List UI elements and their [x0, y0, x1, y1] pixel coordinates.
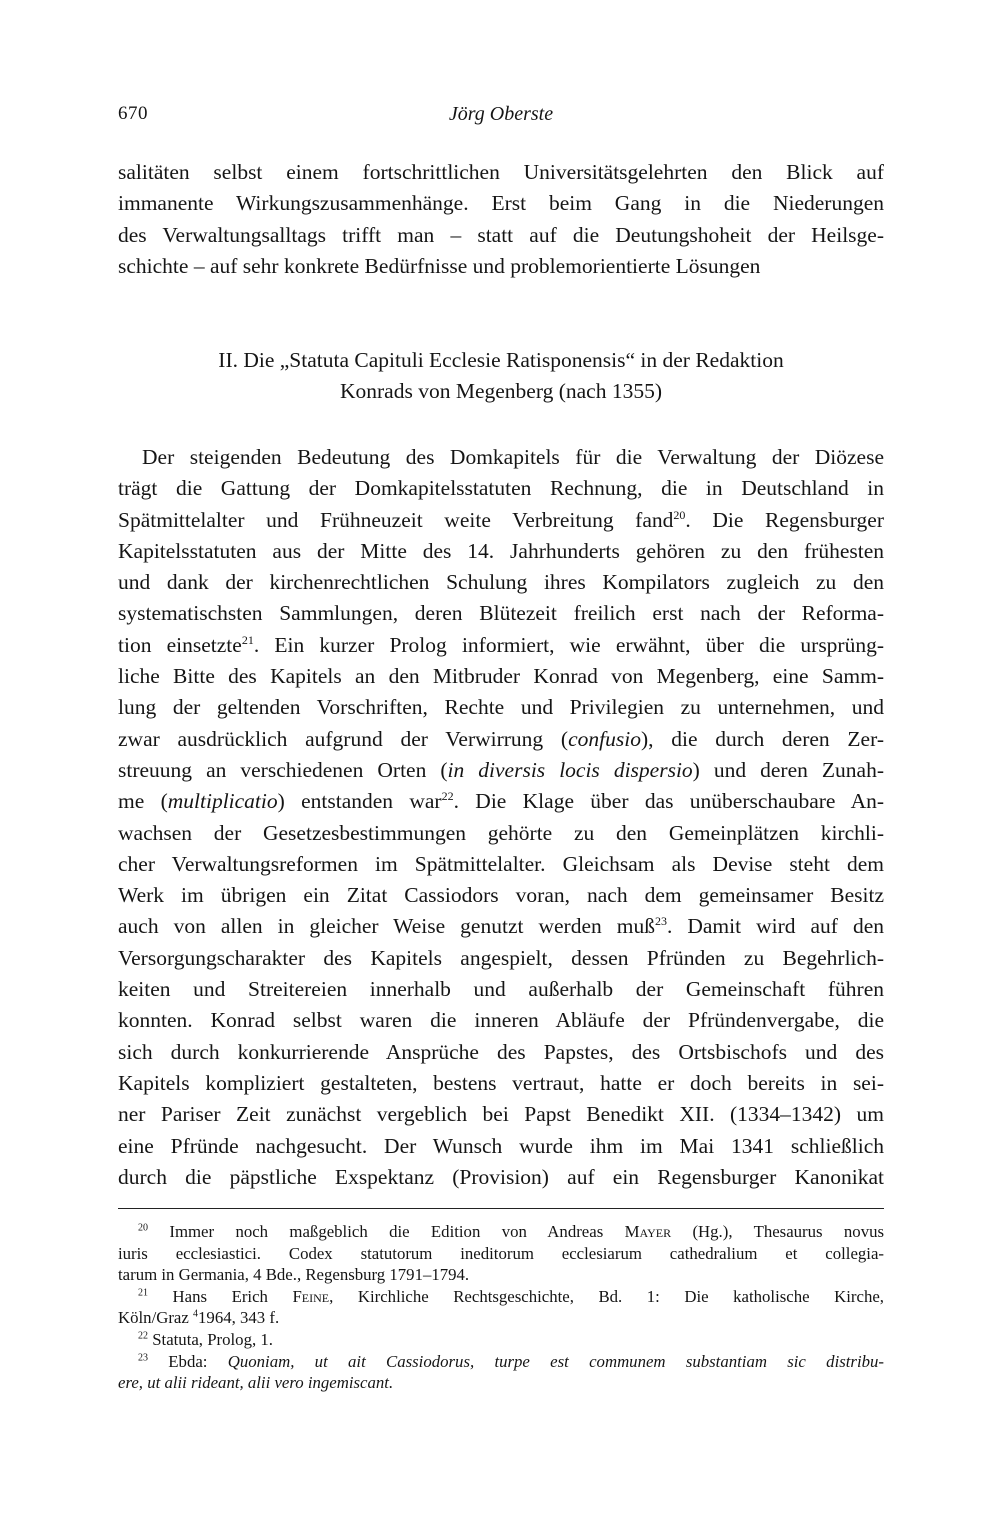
- text-line: auch von allen in gleicher Weise genutzt werden muß$^{23}$. Damit wird auf den: [118, 914, 884, 939]
- footnote-divider: [118, 1208, 884, 1209]
- text-line: salitäten selbst einem fortschrittlichen Universitätsgelehrten den Blick auf: [118, 160, 884, 184]
- footnote-ref[interactable]: 20: [673, 507, 686, 522]
- text-line: Kapitelsstatuten aus der Mitte des 14. Jahrhunderts gehören zu den frühesten: [118, 538, 884, 563]
- footnote-ref[interactable]: 21: [241, 632, 254, 647]
- text-line: zwar ausdrücklich aufgrund der Verwirrung (confusio), die durch deren Zer-: [118, 726, 884, 751]
- text-line: me (multiplicatio) entstanden war$^{22}$. Die Klage über das unüberschaubare An-: [118, 789, 884, 814]
- footnote-line: iuris ecclesiastici. Codex statutorum ineditorum ecclesiarum cathedralium et collegia-: [118, 1243, 884, 1263]
- page-number: 670: [118, 103, 148, 124]
- footnote-21: $^{21}$ Hans Erich Feine, Kirchliche Rechtsgeschichte, Bd. 1: Die katholische Kirche,: [138, 1286, 884, 1306]
- page-header: [118, 103, 884, 133]
- footnote-23: $^{23}$ Ebda: Quoniam, ut ait Cassiodorus, turpe est communem substantiam sic distribu-: [138, 1351, 884, 1371]
- text-line: keiten und Streitereien innerhalb und außerhalb der Gemeinschaft führen: [118, 977, 884, 1002]
- top-paragraph: [118, 157, 884, 282]
- text-line: systematischsten Sammlungen, deren Blütezeit freilich erst nach der Reforma-: [118, 601, 884, 626]
- text-line: Spätmittelalter und Frühneuzeit weite Verbreitung fand$^{20}$. Die Regensburger: [118, 507, 884, 532]
- section-heading: [118, 345, 884, 407]
- footnote-number: 21: [138, 1287, 148, 1299]
- text-line: Kapitels kompliziert gestalteten, bestens vertraut, hatte er doch bereits in sei-: [118, 1070, 884, 1095]
- latin-term: confusio: [568, 726, 641, 751]
- text-line: Werk im übrigen ein Zitat Cassiodors voran, nach dem gemeinsamer Besitz: [118, 883, 884, 908]
- text-line: konnten. Konrad selbst waren die inneren Abläufe der Pfründenvergabe, die: [118, 1008, 884, 1033]
- text-line: sich durch konkurrierende Ansprüche des Papstes, des Ortsbischofs und des: [118, 1039, 884, 1064]
- footnote-line: tarum in Germania, 4 Bde., Regensburg 1791–1794.: [118, 1265, 470, 1285]
- text-line: durch die päpstliche Exspektanz (Provision) auf ein Regensburger Kanonikat: [118, 1164, 884, 1189]
- latin-term: multiplicatio: [167, 789, 278, 814]
- footnote-number: 20: [138, 1222, 148, 1234]
- text-line: streuung an verschiedenen Orten (in diversis locis dispersio) und deren Zunah-: [118, 757, 884, 782]
- footnotes: [118, 1221, 884, 1394]
- latin-term: in diversis locis dispersio: [447, 757, 693, 782]
- text-line: cher Verwaltungsreformen im Spätmittelalter. Gleichsam als Devise steht dem: [118, 851, 884, 876]
- text-line: ner Pariser Zeit zunächst vergeblich bei Papst Benedikt XII. (1334–1342) um: [118, 1102, 884, 1127]
- footnote-22: $^{22}$ Statuta, Prolog, 1.: [138, 1329, 273, 1349]
- footnote-line: Köln/Graz $^4$1964, 343 f.: [118, 1308, 280, 1328]
- running-head: Jörg Oberste: [448, 103, 554, 125]
- footnote-ref[interactable]: 23: [654, 914, 667, 929]
- body-paragraph: [118, 442, 884, 1193]
- text-line: immanente Wirkungszusammenhänge. Erst beim Gang in die Niederungen: [118, 191, 884, 216]
- text-line: tion einsetzte$^{21}$. Ein kurzer Prolog informiert, wie erwähnt, über die ursprüng-: [118, 632, 884, 657]
- text-line: trägt die Gattung der Domkapitelsstatuten Rechnung, die in Deutschland in: [118, 476, 884, 501]
- text-line: lung der geltenden Vorschriften, Rechte und Privilegien zu unternehmen, und: [118, 695, 884, 720]
- text-line: wachsen der Gesetzesbestimmungen gehörte zu den Gemeinplätzen kirchli-: [118, 820, 884, 845]
- text-line: des Verwaltungsalltags trifft man – statt auf die Deutungshoheit der Heilsge-: [118, 222, 884, 247]
- section-heading-line2: Konrads von Megenberg (nach 1355): [339, 379, 663, 403]
- text-line: Der steigenden Bedeutung des Domkapitels für die Verwaltung der Diözese: [142, 445, 884, 469]
- text-line: Versorgungscharakter des Kapitels angespielt, dessen Pfründen zu Begehrlich-: [118, 945, 884, 970]
- text-line: und dank der kirchenrechtlichen Schulung ihres Kompilators zugleich zu den: [118, 570, 884, 595]
- section-heading-line1: II. Die „Statuta Capituli Ecclesie Ratisponensis“ in der Redaktion: [218, 348, 784, 372]
- text-line: liche Bitte des Kapitels an den Mitbruder Konrad von Megenberg, eine Samm-: [118, 664, 884, 689]
- footnote-20: $^{20}$ Immer noch maßgeblich die Edition von Andreas Mayer (Hg.), Thesaurus novus: [138, 1222, 884, 1241]
- footnote-number: 22: [138, 1330, 148, 1342]
- footnote-line: ere, ut alii rideant, alii vero ingemiscant.: [118, 1373, 394, 1393]
- text-line: eine Pfründe nachgesucht. Der Wunsch wurde ihm im Mai 1341 schließlich: [118, 1133, 884, 1158]
- footnote-ref[interactable]: 22: [441, 789, 454, 804]
- text-line: schichte – auf sehr konkrete Bedürfnisse und problemorientierte Lösungen: [118, 253, 761, 278]
- footnote-number: 23: [138, 1351, 148, 1363]
